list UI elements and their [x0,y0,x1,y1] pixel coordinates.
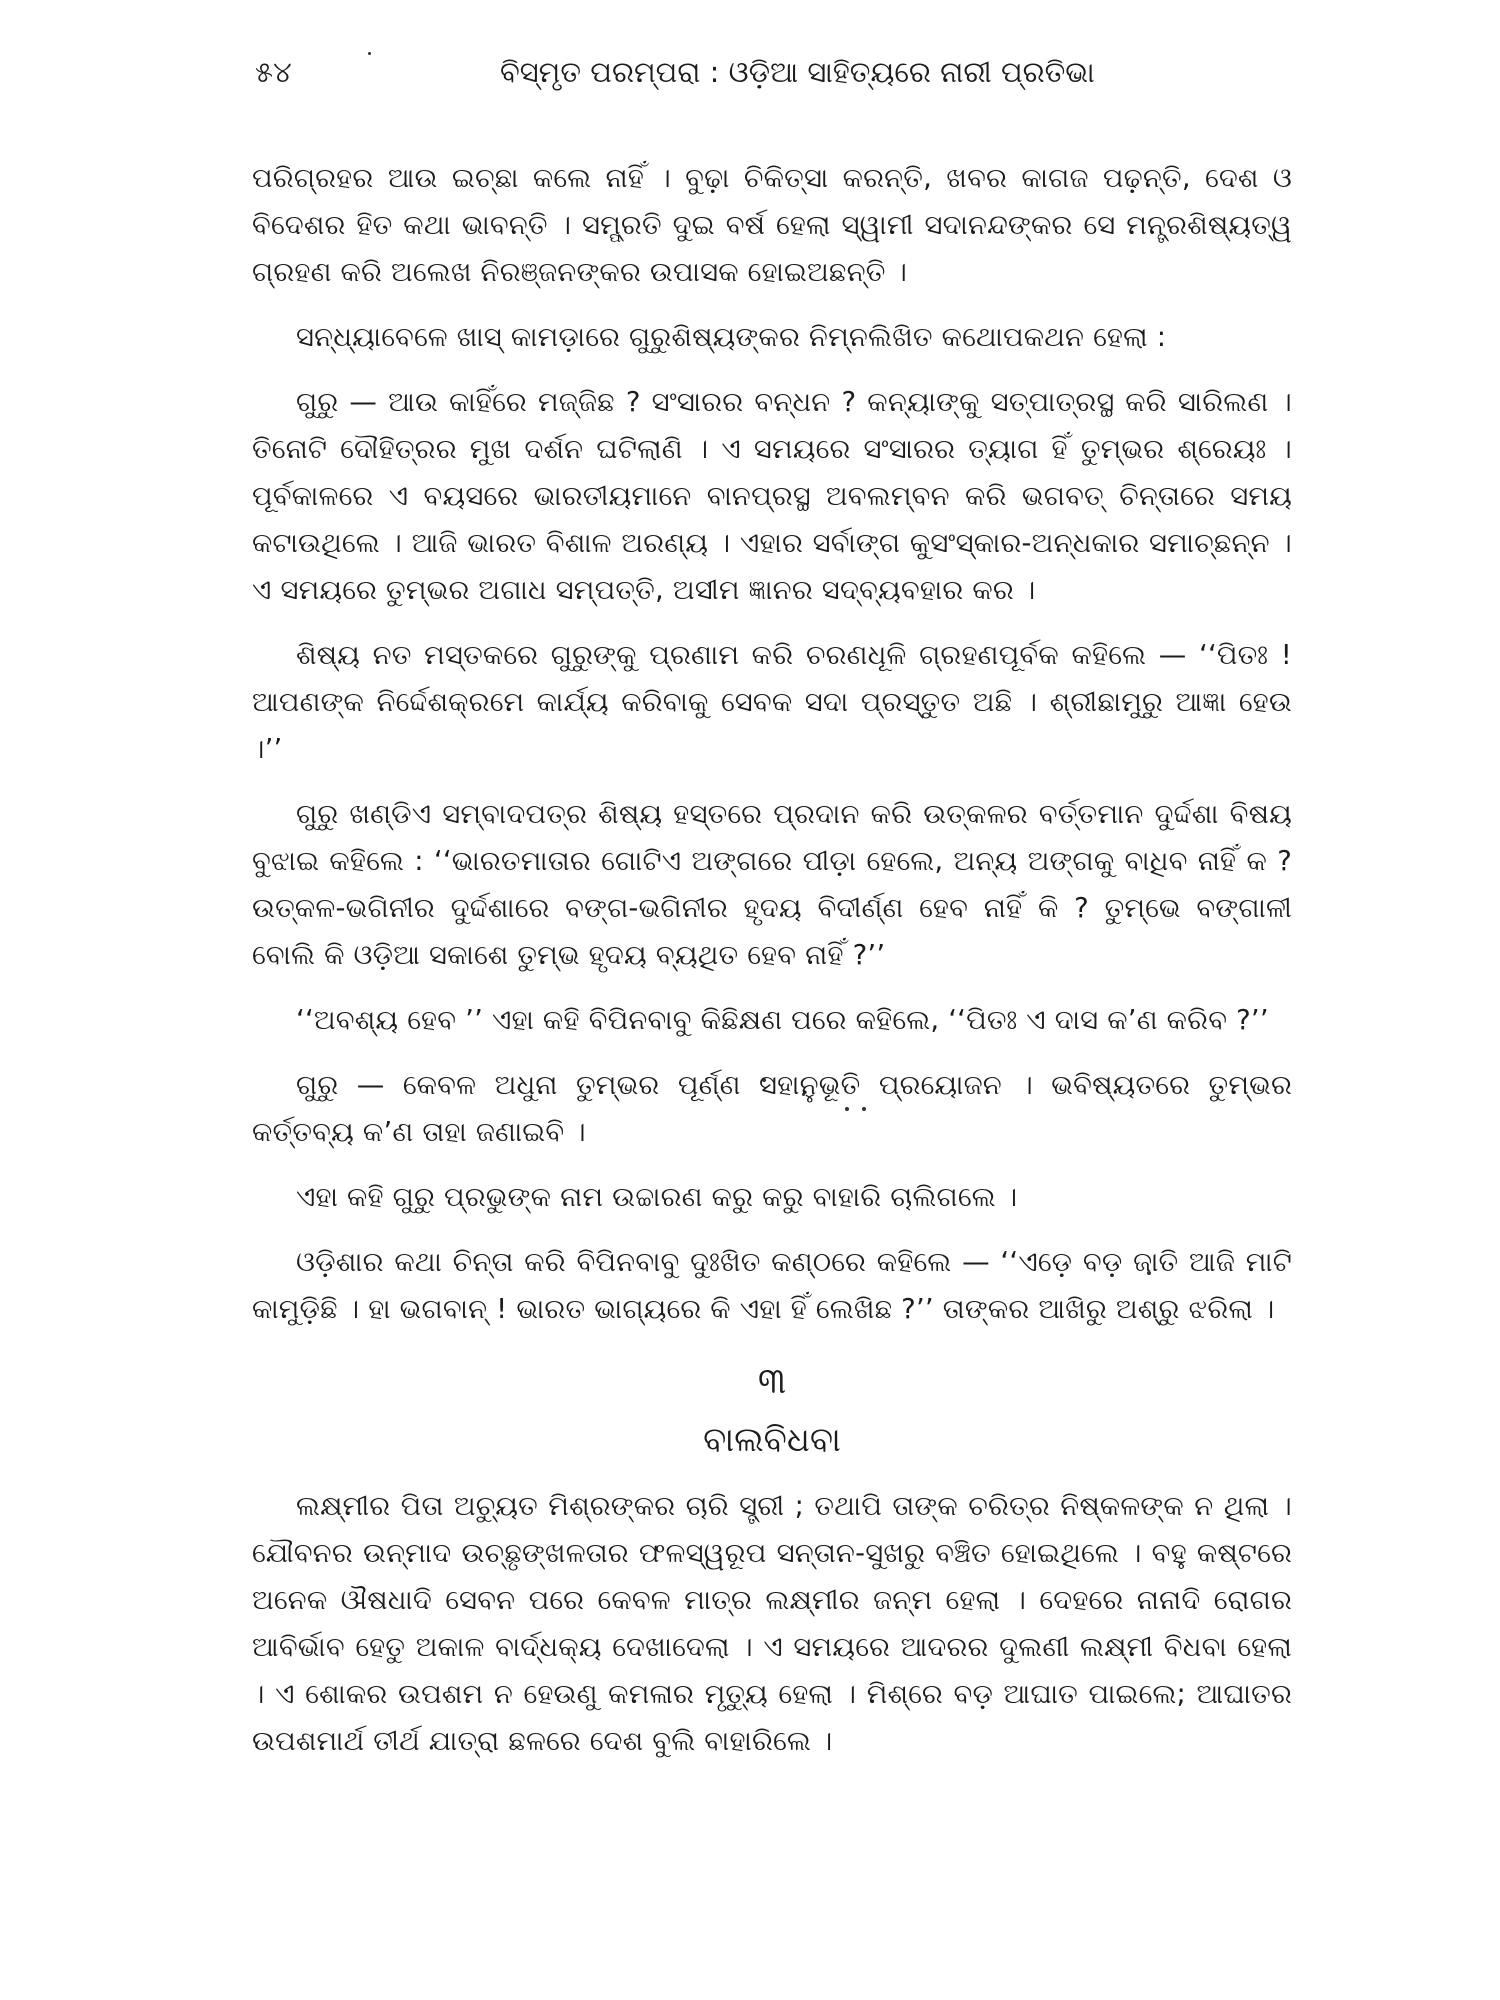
page-body [252,155,1292,1783]
paragraph: ଶିଷ୍ୟ ନତ ମସ୍ତକରେ ଗୁରୁଙ୍କୁ ପ୍ରଣାମ କରି ଚରଣଧୂଳି ଗ୍ରହଣପୂର୍ବକ କହିଲେ — ‘‘ପିତଃ ! ଆପଣଙ୍କ ନିର୍ଦ୍ଦେଶକ୍ରମେ କାର୍ଯ୍ୟ କରିବାକୁ ସେବକ ସଦା ପ୍ରସ୍ତୁତ ଅଛି । ଶ୍ରୀଛାମୁରୁ ଆଜ୍ଞା ହେଉ ।’’ [252,639,1292,765]
page-number: ୫୪ [255,55,292,89]
paragraph: ଲକ୍ଷ୍ମୀର ପିତା ଅଚ୍ୟୁତ ମିଶ୍ରଙ୍କର ଚାରି ସ୍ତ୍ରୀ ; ତଥାପି ତାଙ୍କ ଚରିତ୍ର ନିଷ୍କଳଙ୍କ ନ ଥିଲା । ଯୌବନର ଉନ୍ମାଦ ଉଚ୍ଛୃଙ୍ଖଳତାର ଫଳସ୍ୱରୂପ ସନ୍ତାନ-ସୁଖରୁ ବଞ୍ଚିତ ହୋଇଥିଲେ । ବହୁ କଷ୍ଟରେ ଅନେକ ଔଷଧାଦି ସେବନ ପରେ କେବଳ ମାତ୍ର ଲକ୍ଷ୍ମୀର ଜନ୍ମ ହେଲା । ଦେହରେ ନାନାଦି ରୋଗର ଆବିର୍ଭାବ ହେତୁ ଅକାଳ ବାର୍ଦ୍ଧକ୍ୟ ଦେଖାଦେଲା । ଏ ସମୟରେ ଆଦରର ଦୁଲଣୀ ଲକ୍ଷ୍ମୀ ବିଧବା ହେଲା । ଏ ଶୋକର ଉପଶମ ନ ହେଉଣୁ କମଳାର ମୃତ୍ୟୁ ହେଲା । ମିଶ୍ରେ ବଡ଼ ଆଘାତ ପାଇଲେ; ଆଘାତର ଉପଶମାର୍ଥ ତୀର୍ଥ ଯାତ୍ରା ଛଳରେ ଦେଶ ବୁଲି ବାହାରିଲେ । [252,1490,1292,1757]
paragraph: ଗୁରୁ — କେବଳ ଅଧୁନା ତୁମ୍ଭର ପୂର୍ଣ୍ଣ ସହାନୁଭୂତି ପ୍ରୟୋଜନ । ଭବିଷ୍ୟତରେ ତୁମ୍ଭର କର୍ତ୍ତବ୍ୟ କ’ଣ ତାହା ଜଣାଇବି । [252,1069,1292,1148]
paragraph: ଗୁରୁ ଖଣ୍ଡିଏ ସମ୍ବାଦପତ୍ର ଶିଷ୍ୟ ହସ୍ତରେ ପ୍ରଦାନ କରି ଉତ୍କଳର ବର୍ତ୍ତମାନ ଦୁର୍ଦ୍ଦଶା ବିଷୟ ବୁଝାଇ କହିଲେ : ‘‘ଭାରତମାତାର ଗୋଟିଏ ଅଙ୍ଗରେ ପୀଡ଼ା ହେଲେ, ଅନ୍ୟ ଅଙ୍ଗକୁ ବାଧିବ ନାହିଁ କ ? ଉତ୍କଳ-ଭଗିନୀର ଦୁର୍ଦ୍ଦଶାରେ ବଙ୍ଗ-ଭଗିନୀର ହୃଦୟ ବିଦୀର୍ଣ୍ଣ ହେବ ନାହିଁ କି ? ତୁମ୍ଭେ ବଙ୍ଗାଳୀ ବୋଲି କି ଓଡ଼ିଆ ସକାଶେ ତୁମ୍ଭ ହୃଦୟ ବ୍ୟଥିତ ହେବ ନାହିଁ ?’’ [252,798,1292,971]
paragraph: ସନ୍ଧ୍ୟାବେଳେ ଖାସ୍ କାମଡ଼ାରେ ଗୁରୁଶିଷ୍ୟଙ୍କର ନିମ୍ନଲିଖିତ କଥୋପକଥନ ହେଲା : [296,321,1167,353]
section-number: ୩ [757,1361,787,1402]
paragraph: ଓଡ଼ିଶାର କଥା ଚିନ୍ତା କରି ବିପିନବାବୁ ଦୁଃଖିତ କଣ୍ଠରେ କହିଲେ — ‘‘ଏଡ଼େ ବଡ଼ ଜାତି ଆଜି ମାଟି କାମୁଡ଼ିଛି । ହା ଭଗବାନ୍ ! ଭାରତ ଭାଗ୍ୟରେ କି ଏହା ହିଁ ଲେଖିଛ ?’’ ତାଙ୍କର ଆଖିରୁ ଅଶ୍ରୁ ଝରିଲା । [252,1246,1292,1325]
section-title: ବାଲବିଧବା [703,1420,841,1460]
paragraph: ଏହା କହି ଗୁରୁ ପ୍ରଭୁଙ୍କ ନାମ ଉଚ୍ଚାରଣ କରୁ କରୁ ବାହାରି ଚାଲିଗଲେ । [296,1181,1018,1213]
paragraph: ଗୁରୁ — ଆଉ କାହିଁରେ ମଜ୍ଜିଛ ? ସଂସାରର ବନ୍ଧନ ? କନ୍ୟାଙ୍କୁ ସତ୍ପାତ୍ରସ୍ଥ କରି ସାରିଲଣ । ତିନୋଟି ଦୌହିତ୍ରର ମୁଖ ଦର୍ଶନ ଘଟିଲାଣି । ଏ ସମୟରେ ସଂସାରର ତ୍ୟାଗ ହିଁ ତୁମ୍ଭର ଶ୍ରେୟଃ । ପୂର୍ବକାଳରେ ଏ ବୟସରେ ଭାରତୀୟମାନେ ବାନପ୍ରସ୍ଥ ଅବଲମ୍ବନ କରି ଭଗବତ୍ ଚିନ୍ତାରେ ସମୟ କଟାଉଥିଲେ । ଆଜି ଭାରତ ବିଶାଳ ଅରଣ୍ୟ । ଏହାର ସର୍ବାଙ୍ଗ କୁସଂସ୍କାର-ଅନ୍ଧକାର ସମାଚ୍ଛନ୍ନ । ଏ ସମୟରେ ତୁମ୍ଭର ଅଗାଧ ସମ୍ପତ୍ତି, ଅସୀମ ଜ୍ଞାନର ସଦ୍ବ୍ୟବହାର କର । [252,386,1292,606]
print-speck [368,52,371,55]
paragraph: ‘‘ଅବଶ୍ୟ ହେବ ’’ ଏହା କହି ବିପିନବାବୁ କିଛିକ୍ଷଣ ପରେ କହିଲେ, ‘‘ପିତଃ ଏ ଦାସ କ’ଣ କରିବ ?’’ [296,1004,1269,1036]
page-header [255,52,1330,112]
running-title: ବିସ୍ମୃତ ପରମ୍ପରା : ଓଡ଼ିଆ ସାହିତ୍ୟରେ ନାରୀ ପ୍ରତିଭା [500,55,1095,89]
paragraph: ପରିଗ୍ରହର ଆଉ ଇଚ୍ଛା କଲେ ନାହିଁ । ବୁଢ଼ା ଚିକିତ୍ସା କରନ୍ତି, ଖବର କାଗଜ ପଢ଼ନ୍ତି, ଦେଶ ଓ ବିଦେଶର ହିତ କଥା ଭାବନ୍ତି । ସମ୍ପ୍ରତି ଦୁଇ ବର୍ଷ ହେଲା ସ୍ୱାମୀ ସଦାନନ୍ଦଙ୍କର ସେ ମନ୍ତ୍ରଶିଷ୍ୟତ୍ୱ ଗ୍ରହଣ କରି ଅଲେଖ ନିରଞ୍ଜନଙ୍କର ଉପାସକ ହୋଇଅଛନ୍ତି । [252,162,1292,288]
